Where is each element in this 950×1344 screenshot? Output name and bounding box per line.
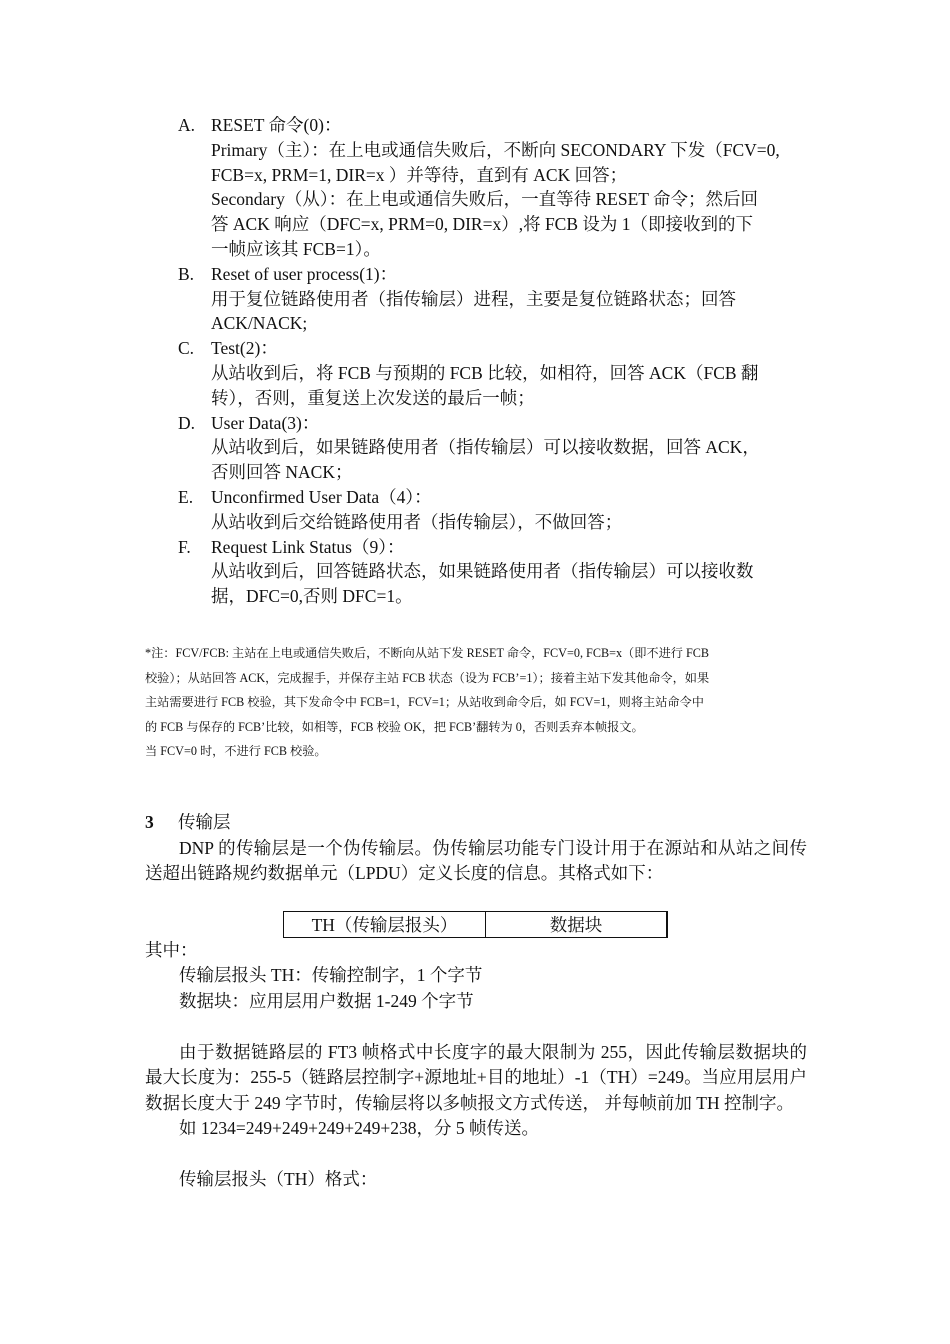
blank-line — [145, 1014, 807, 1040]
section-intro: DNP 的传输层是一个伪传输层。伪传输层功能专门设计用于在源站和从站之间传送超出链路规约数据单元（LPDU）定义长度的信息。其格式如下： — [145, 837, 807, 883]
footnote — [145, 641, 807, 764]
command-title: User Data(3)： — [211, 412, 320, 433]
command-title: Request Link Status（9）： — [211, 536, 405, 557]
table-cell-data-block: 数据块 — [486, 912, 668, 938]
command-desc-line: 从站收到后，将 FCB 与预期的 FCB 比较，如相符，回答 ACK（FCB 翻 — [211, 362, 759, 383]
command-title: Test(2)： — [211, 338, 278, 359]
command-letter: B. — [178, 263, 195, 284]
where-item: 数据块：应用层用户数据 1-249 个字节 — [179, 990, 474, 1011]
command-desc-line: 答 ACK 响应（DFC=x, PRM=0, DIR=x）,将 FCB 设为 1（即接收到的下 — [211, 214, 754, 235]
example-line: 如 1234=249+249+249+249+238，分 5 帧传送。 — [179, 1118, 539, 1138]
section-heading — [145, 810, 807, 836]
transport-format-table — [283, 911, 668, 938]
command-letter: C. — [178, 338, 195, 359]
command-title: Reset of user process(1)： — [211, 263, 398, 284]
where-item: 传输层报头 TH：传输控制字，1 个字节 — [179, 965, 483, 985]
command-desc-line: ACK/NACK; — [211, 313, 308, 334]
length-paragraph: 由于数据链路层的 FT3 帧格式中长度字的最大限制为 255，因此传输层数据块的最大长度为：255-5（链路层控制字+源地址+目的地址）-1（TH）=249。当应用层用户数据长度大于 249 字节时，传输层将以多帧报文方式传送， 并每帧前加 TH 控制字。 — [145, 1041, 807, 1113]
transport-layer-section — [145, 810, 807, 1193]
section-number: 3 — [145, 812, 154, 832]
footnote-line: 当 FCV=0 时，不进行 FCB 校验。 — [145, 744, 327, 759]
command-letter: A. — [178, 115, 196, 135]
command-item-reset-user-process — [178, 262, 808, 336]
th-format-label: 传输层报头（TH）格式： — [179, 1169, 378, 1189]
table-row — [284, 912, 668, 938]
footnote-line: 主站需要进行 FCB 校验，其下发命令中 FCB=1，FCV=1；从站收到命令后，如 FCV=1，则将主站命令中 — [145, 695, 704, 710]
command-desc-line: 用于复位链路使用者（指传输层）进程，主要是复位链路状态；回答 — [211, 288, 736, 309]
command-letter: E. — [178, 486, 194, 507]
command-desc-line: 从站收到后，如果链路使用者（指传输层）可以接收数据，回答 ACK， — [211, 437, 760, 458]
command-item-unconfirmed-user-data — [178, 485, 808, 535]
command-letter: D. — [178, 412, 196, 433]
footnote-line: *注：FCV/FCB: 主站在上电或通信失败后，不断向从站下发 RESET 命令，FCV=0, FCB=x（即不进行 FCB — [145, 646, 710, 660]
blank-line — [145, 1142, 807, 1168]
footnote-line: 校验）；从站回答 ACK，完成握手，并保存主站 FCB 状态（设为 FCB’=1）；接着主站下发其他命令，如果 — [145, 670, 710, 685]
command-item-request-link-status — [178, 535, 808, 609]
command-letter: F. — [178, 536, 191, 557]
section-title: 传输层 — [178, 812, 231, 832]
command-title: RESET 命令(0)： — [211, 115, 342, 135]
table-cell-th: TH（传输层报头） — [284, 912, 486, 938]
command-item-reset — [178, 113, 808, 262]
command-desc-line: 据，DFC=0,否则 DFC=1。 — [211, 586, 413, 607]
command-desc-line: 从站收到后，回答链路状态，如果链路使用者（指传输层）可以接收数 — [211, 561, 754, 582]
command-title: Unconfirmed User Data（4）： — [211, 486, 432, 507]
command-desc-line: 转），否则，重复送上次发送的最后一帧； — [211, 387, 535, 408]
command-desc-line: Primary（主）：在上电或通信失败后，不断向 SECONDARY 下发（FCV=0, — [211, 139, 780, 160]
command-desc-line: 否则回答 NACK； — [211, 462, 353, 483]
where-label: 其中： — [145, 939, 198, 960]
command-desc-line: Secondary（从）：在上电或通信失败后，一直等待 RESET 命令；然后回 — [211, 189, 759, 210]
command-item-test — [178, 336, 808, 410]
command-list — [178, 113, 808, 609]
command-desc-line: 一帧应该其 FCB=1）。 — [211, 238, 381, 259]
footnote-line: 的 FCB 与保存的 FCB’比较，如相等，FCB 校验 OK，把 FCB’翻转为 0，否则丢弃本帧报文。 — [145, 719, 644, 734]
command-desc-line: FCB=x, PRM=1, DIR=x ）并等待，直到有 ACK 回答； — [211, 164, 628, 185]
command-desc-line: 从站收到后交给链路使用者（指传输层），不做回答； — [211, 511, 623, 532]
command-item-user-data — [178, 411, 808, 485]
